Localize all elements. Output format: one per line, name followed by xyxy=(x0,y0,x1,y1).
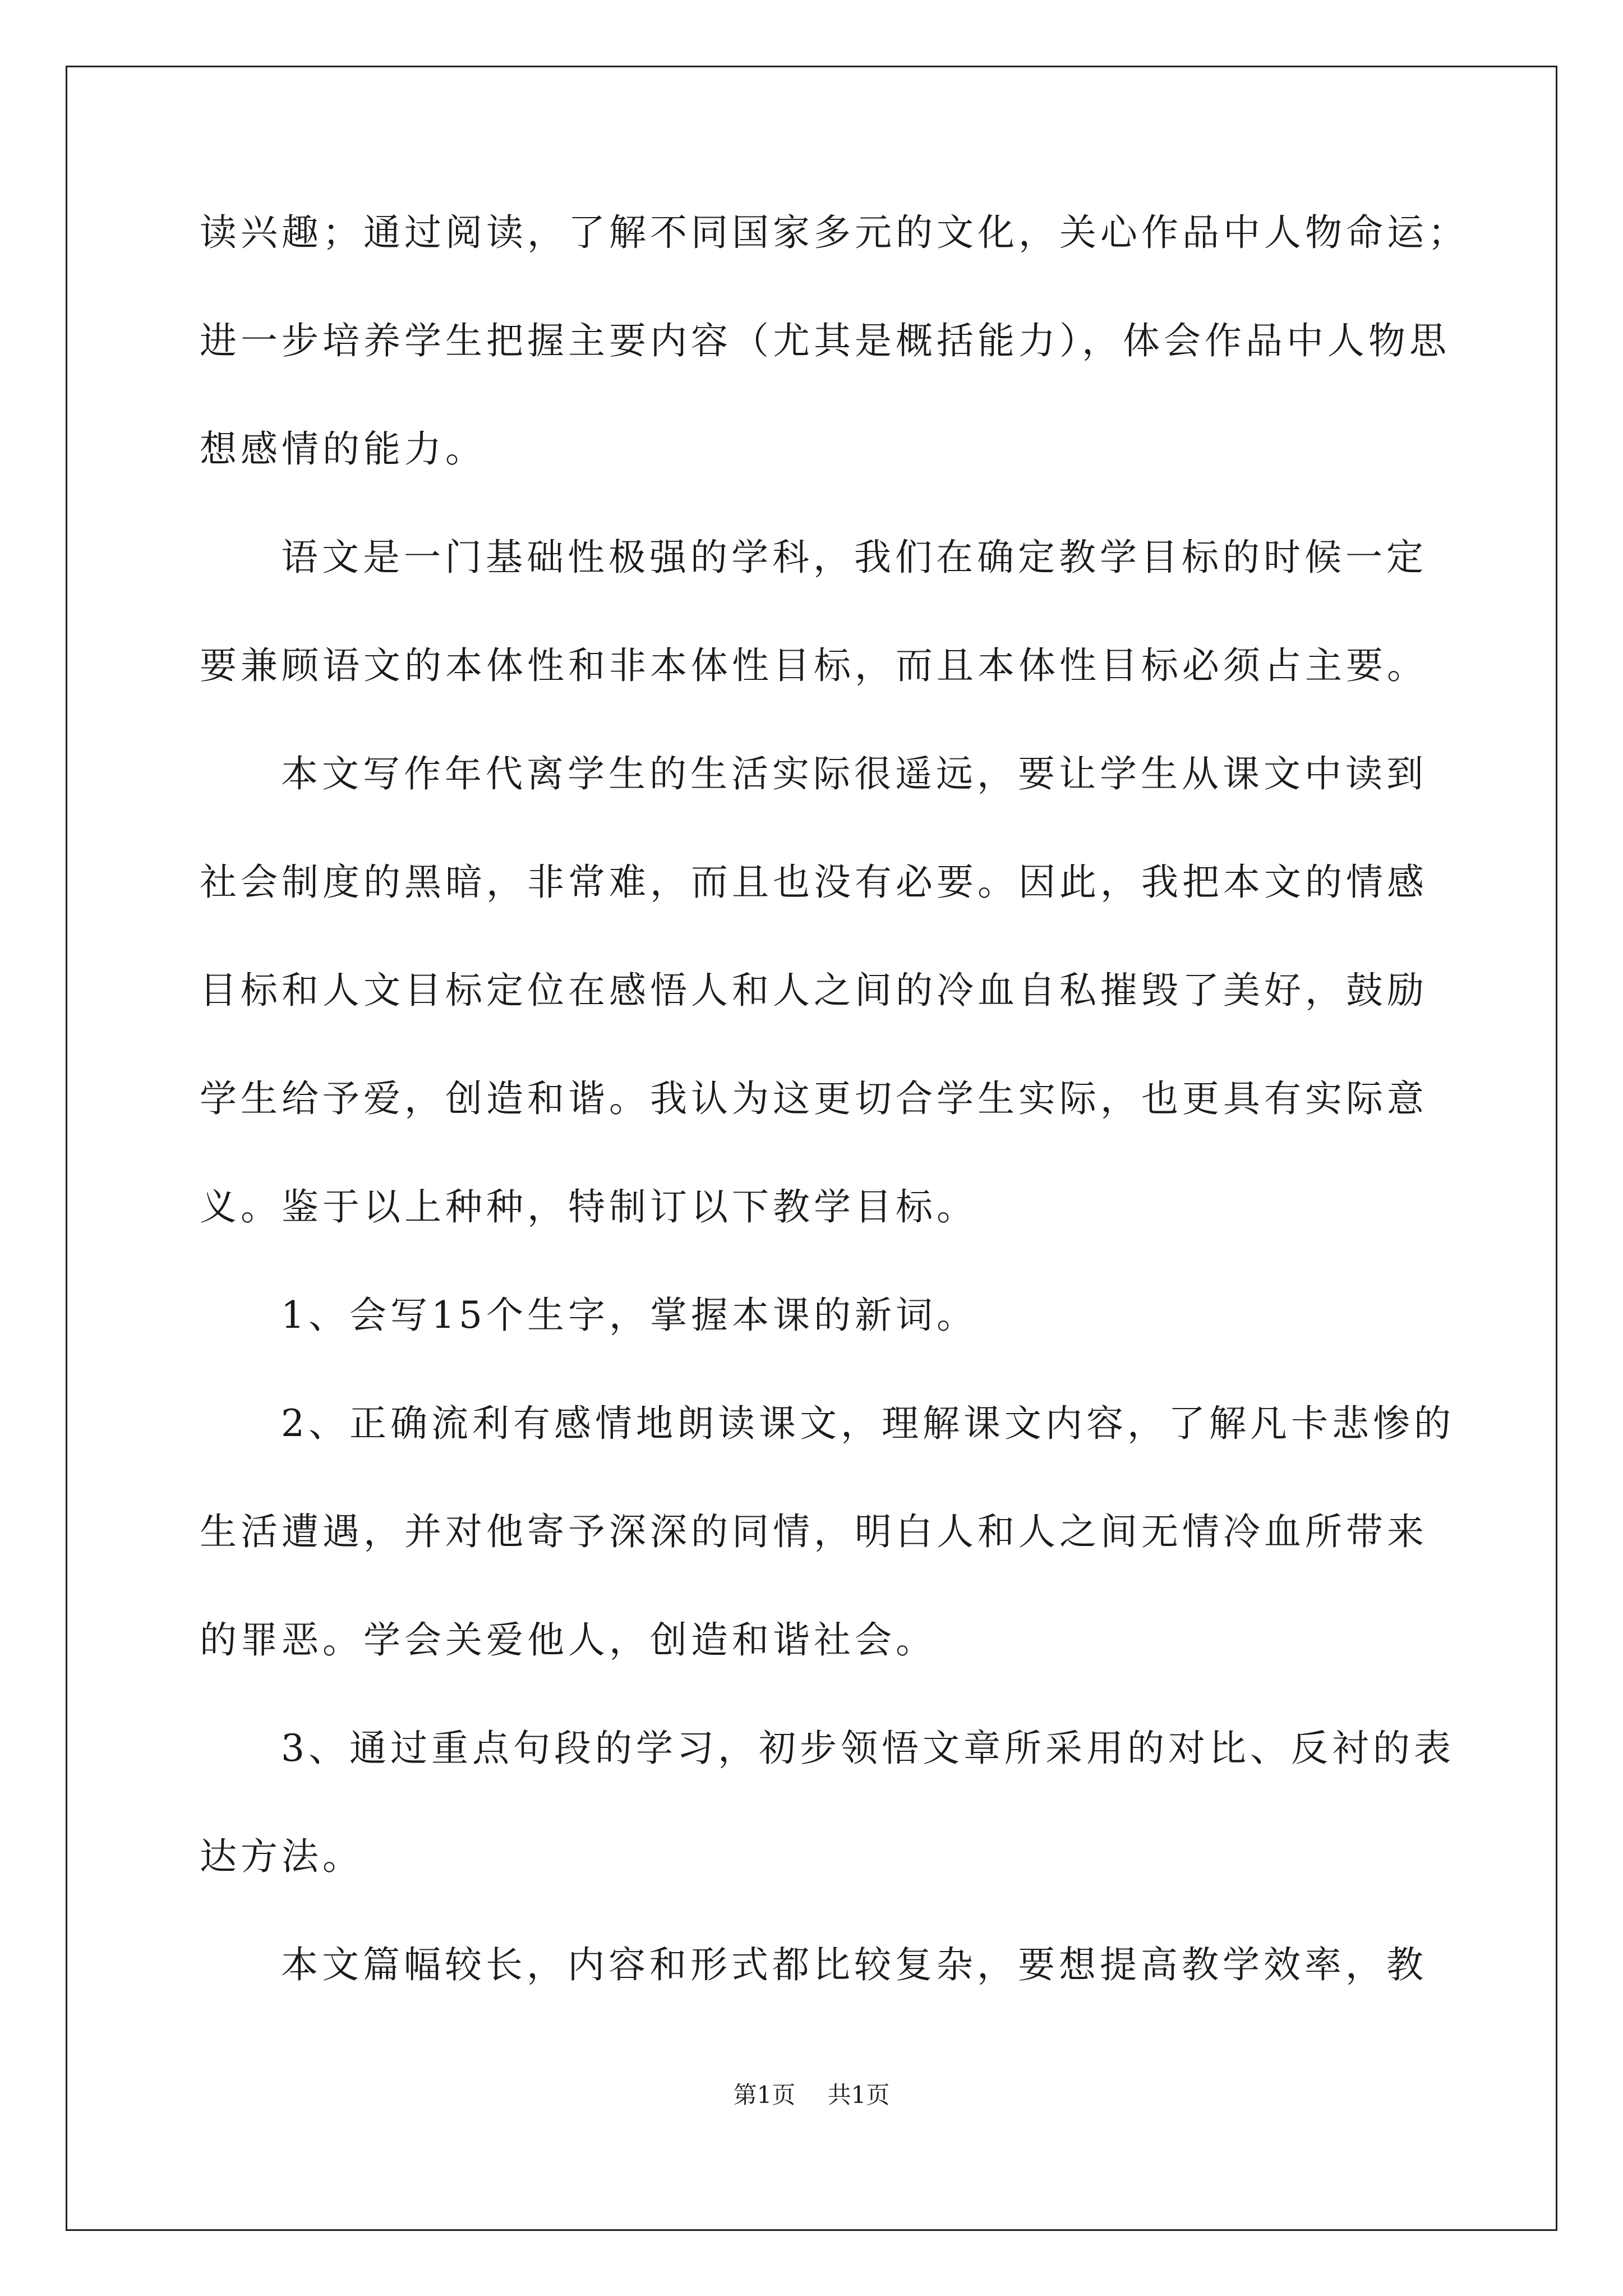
text-line: 想感情的能力。 xyxy=(200,427,486,471)
text-line: 读兴趣；通过阅读，了解不同国家多元的文化，关心作品中人物命运； xyxy=(200,211,1469,254)
text-line: 义。鉴于以上种种，特制订以下教学目标。 xyxy=(200,1185,978,1228)
text-line: 社会制度的黑暗，非常难，而且也没有必要。因此，我把本文的情感 xyxy=(200,861,1428,904)
list-item-line: 1、会写15个生字，掌握本课的新词。 xyxy=(281,1294,978,1337)
list-item-line: 2、正确流利有感情地朗读课文，理解课文内容，了解凡卡悲惨的 xyxy=(281,1402,1455,1445)
page-border xyxy=(66,66,1557,2231)
text-line: 进一步培养学生把握主要内容（尤其是概括能力），体会作品中人物思 xyxy=(200,319,1450,362)
text-line: 的罪恶。学会关爱他人，创造和谐社会。 xyxy=(200,1618,937,1662)
text-line: 生活遭遇，并对他寄予深深的同情，明白人和人之间无情冷血所带来 xyxy=(200,1510,1428,1553)
paragraph-start-line: 语文是一门基础性极强的学科，我们在确定教学目标的时候一定 xyxy=(281,536,1427,579)
text-line: 目标和人文目标定位在感悟人和人之间的冷血自私摧毁了美好，鼓励 xyxy=(200,969,1428,1012)
page-footer xyxy=(0,2078,1623,2112)
text-line: 达方法。 xyxy=(200,1835,363,1878)
paragraph-start-line: 本文写作年代离学生的生活实际很遥远，要让学生从课文中读到 xyxy=(281,752,1427,795)
list-item-line: 3、通过重点句段的学习，初步领悟文章所采用的对比、反衬的表 xyxy=(281,1727,1455,1770)
text-line: 学生给予爱，创造和谐。我认为这更切合学生实际，也更具有实际意 xyxy=(200,1077,1428,1120)
page-total: 共1页 xyxy=(827,2081,890,2109)
paragraph-start-line: 本文篇幅较长，内容和形式都比较复杂，要想提高教学效率，教 xyxy=(281,1943,1427,1986)
page-number: 第1页 xyxy=(733,2081,796,2109)
text-line: 要兼顾语文的本体性和非本体性目标，而且本体性目标必须占主要。 xyxy=(200,644,1428,687)
